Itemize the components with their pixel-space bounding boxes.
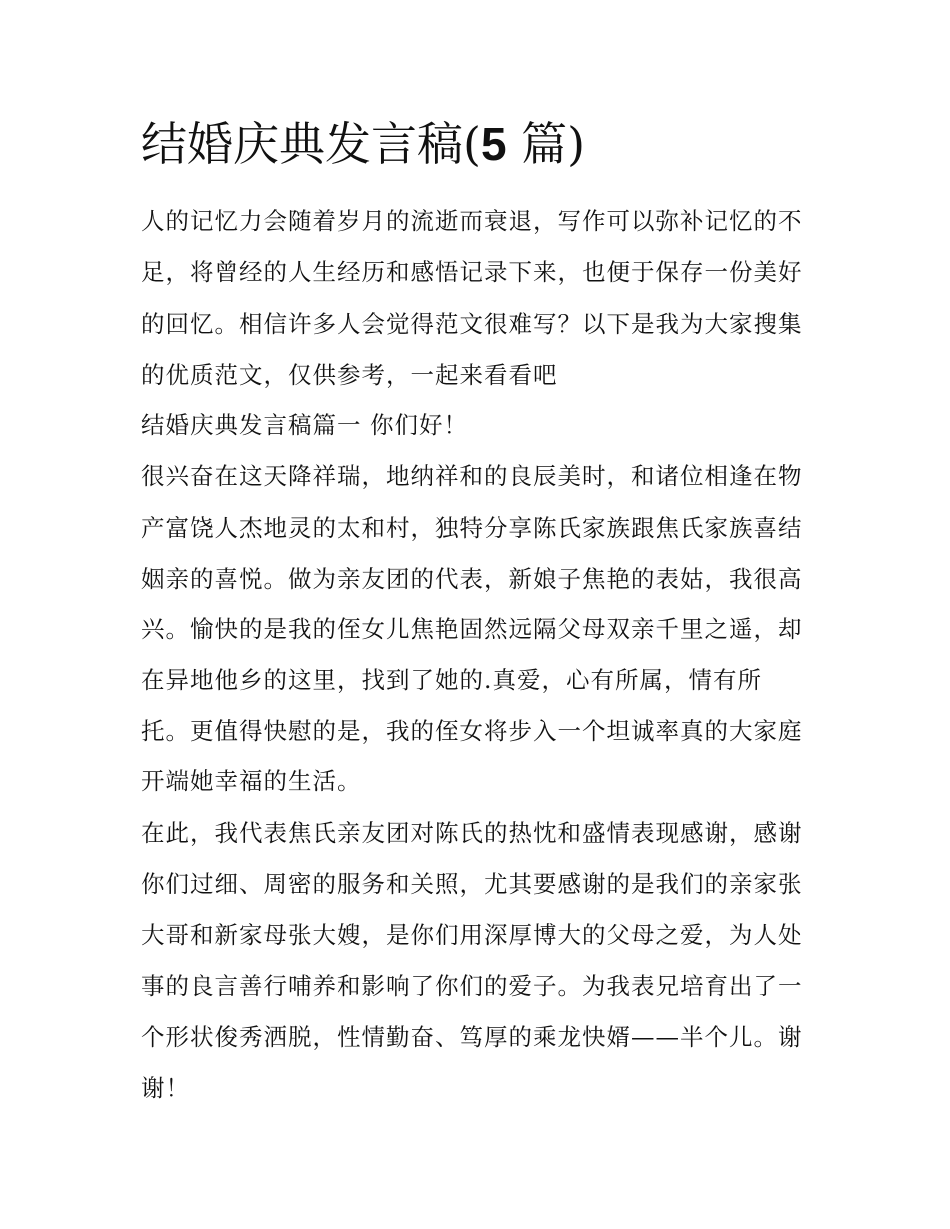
text-line: 的回忆。相信许多人会觉得范文很难写？以下是我为大家搜集 <box>141 310 803 338</box>
text-line: 个形状俊秀洒脱，性情勤奋、笃厚的乘龙快婿——半个儿。谢 <box>141 1023 803 1051</box>
text-line: 谢！ <box>141 1074 190 1102</box>
text-line: 人的记忆力会随着岁月的流逝而衰退，写作可以弥补记忆的不 <box>141 207 803 235</box>
text-line: 足，将曾经的人生经历和感悟记录下来，也便于保存一份美好 <box>141 258 803 286</box>
text-line: 姻亲的喜悦。做为亲友团的代表，新娘子焦艳的表姑，我很高 <box>141 565 803 593</box>
text-line: 开端她幸福的生活。 <box>141 767 362 795</box>
text-line: 的优质范文，仅供参考，一起来看看吧 <box>141 361 558 389</box>
text-line: 在此，我代表焦氏亲友团对陈氏的热忱和盛情表现感谢，感谢 <box>141 819 803 847</box>
section-heading: 结婚庆典发言稿篇一 你们好！ <box>141 411 468 439</box>
text-line: 很兴奋在这天降祥瑞，地纳祥和的良辰美时，和诸位相逢在物 <box>141 462 803 490</box>
text-line: 产富饶人杰地灵的太和村，独特分享陈氏家族跟焦氏家族喜结 <box>141 514 803 542</box>
title-number: 5 <box>480 118 507 170</box>
title-prefix: 结婚庆典发言稿( <box>141 117 481 171</box>
title-suffix: 篇) <box>506 117 586 171</box>
text-line: 大哥和新家母张大嫂，是你们用深厚博大的父母之爱，为人处 <box>141 921 803 949</box>
text-line: 你们过细、周密的服务和关照，尤其要感谢的是我们的亲家张 <box>141 870 803 898</box>
document-title <box>141 112 585 176</box>
text-line: 兴。愉快的是我的侄女儿焦艳固然远隔父母双亲千里之遥，却 <box>141 615 803 643</box>
text-line: 托。更值得快慰的是，我的侄女将步入一个坦诚率真的大家庭 <box>141 717 803 745</box>
text-line: 事的良言善行哺养和影响了你们的爱子。为我表兄培育出了一 <box>141 972 803 1000</box>
text-line: 在异地他乡的这里，找到了她的.真爱，心有所属，情有所 <box>141 666 762 694</box>
